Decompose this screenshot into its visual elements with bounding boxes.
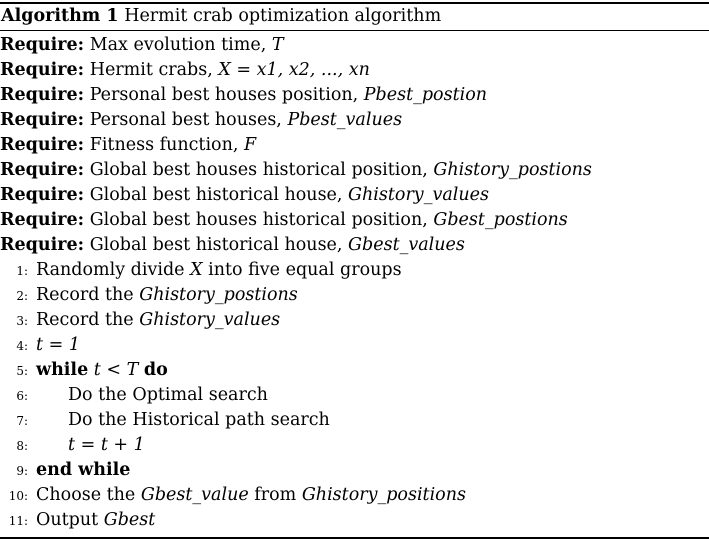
- require-keyword: Require:: [0, 110, 85, 130]
- require-keyword: Require:: [0, 160, 85, 180]
- require-keyword: Require:: [0, 185, 85, 205]
- require-math: Pbest_postion: [363, 85, 488, 105]
- step-text: Record the: [36, 310, 140, 330]
- step-number: 4:: [16, 339, 28, 353]
- step-text: from: [248, 485, 302, 505]
- require-text: Global best houses historical position,: [89, 210, 434, 230]
- step-line: [0, 408, 330, 432]
- step-text: Do the Historical path search: [68, 410, 330, 430]
- require-keyword: Require:: [0, 35, 85, 55]
- step-text: Randomly divide: [36, 260, 191, 280]
- require-line: [0, 233, 465, 257]
- require-math: Gbest_values: [348, 235, 465, 255]
- require-keyword: Require:: [0, 135, 85, 155]
- step-line: [0, 383, 268, 407]
- require-keyword: Require:: [0, 85, 85, 105]
- require-line: [0, 158, 592, 182]
- step-math: Gbest: [103, 510, 156, 530]
- require-line: [0, 208, 568, 232]
- require-text: Global best historical house,: [89, 235, 349, 255]
- step-text: Choose the: [36, 485, 141, 505]
- step-line: [0, 508, 155, 532]
- require-math: X = x1, x2, ..., xn: [218, 60, 370, 80]
- step-math: t = t + 1: [68, 435, 145, 455]
- step-math: X: [190, 260, 203, 280]
- require-keyword: Require:: [0, 60, 85, 80]
- step-number: 2:: [16, 289, 28, 303]
- algorithm-title: Hermit crab optimization algorithm: [124, 6, 442, 26]
- step-math: Ghistory_positions: [301, 485, 466, 505]
- require-math: Ghistory_values: [348, 185, 489, 205]
- step-line: [0, 333, 80, 357]
- require-text: Hermit crabs,: [89, 60, 219, 80]
- step-line: [0, 308, 280, 332]
- do-keyword: do: [143, 360, 168, 380]
- step-line: [0, 483, 466, 507]
- require-keyword: Require:: [0, 210, 85, 230]
- step-math: Ghistory_values: [139, 310, 281, 330]
- step-math: Gbest_value: [140, 485, 249, 505]
- step-line: [0, 458, 130, 482]
- require-math: Ghistory_postions: [433, 160, 592, 180]
- caption-rule: [0, 30, 709, 31]
- require-keyword: Require:: [0, 235, 85, 255]
- top-rule: [0, 2, 709, 4]
- step-number: 1:: [16, 264, 28, 278]
- step-number: 11:: [8, 514, 28, 528]
- require-text: Max evolution time,: [89, 35, 272, 55]
- algorithm-label: Algorithm 1: [1, 6, 119, 26]
- require-text: Personal best houses,: [89, 110, 288, 130]
- step-number: 7:: [16, 414, 28, 428]
- algorithm-caption: [1, 5, 441, 27]
- require-text: Personal best houses position,: [89, 85, 364, 105]
- require-text: Fitness function,: [89, 135, 244, 155]
- step-text: Output: [36, 510, 104, 530]
- require-math: Pbest_values: [287, 110, 403, 130]
- require-text: Global best historical house,: [89, 185, 349, 205]
- require-line: [0, 33, 284, 57]
- step-number: 9:: [16, 464, 28, 478]
- require-math: F: [244, 135, 257, 155]
- step-number: 3:: [16, 314, 28, 328]
- step-text: Do the Optimal search: [68, 385, 268, 405]
- step-number: 6:: [16, 389, 28, 403]
- end-while-keyword: end while: [36, 460, 131, 480]
- step-number: 8:: [16, 439, 28, 453]
- while-keyword: while: [36, 360, 89, 380]
- require-math: Gbest_postions: [433, 210, 568, 230]
- step-math: Ghistory_postions: [139, 285, 298, 305]
- step-line: [0, 258, 402, 282]
- step-number: 10:: [8, 489, 28, 503]
- step-number: 5:: [16, 364, 28, 378]
- step-text: into five equal groups: [202, 260, 402, 280]
- require-line: [0, 83, 487, 107]
- require-line: [0, 58, 370, 82]
- step-line: [0, 358, 168, 382]
- require-math: T: [271, 35, 284, 55]
- require-text: Global best houses historical position,: [89, 160, 434, 180]
- bottom-rule: [0, 537, 709, 539]
- step-line: [0, 433, 145, 457]
- step-math: t = 1: [36, 335, 80, 355]
- step-math: t < T: [88, 360, 144, 380]
- require-line: [0, 108, 402, 132]
- step-text: Record the: [36, 285, 140, 305]
- require-line: [0, 133, 256, 157]
- require-line: [0, 183, 489, 207]
- step-line: [0, 283, 298, 307]
